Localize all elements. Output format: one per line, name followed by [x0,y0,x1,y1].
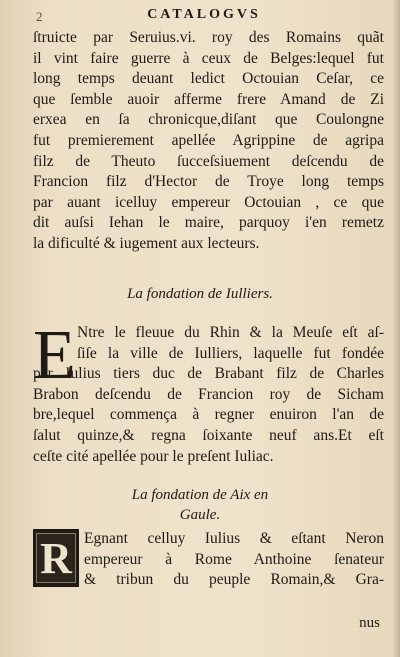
text-line: fut premierement apellée Agrippine de agripa [33,131,384,149]
text-line: empereur à Rome Anthoine ſenateur [84,550,384,568]
text-line: Brabon deſcendu de Francion roy de Sicham [33,385,384,403]
text-line: ſiſe la ville de Iulliers, laquelle fut fondée [77,344,384,362]
section-heading-iulliers: La fondation de Iulliers. [127,286,273,302]
text-line: il vint faire guerre à ceux de Belges:lequel fut [33,49,384,67]
text-line: par Iulius tiers duc de Brabant filz de Charles [33,365,384,383]
text-line: ceſte cité apellée pour le preſent Iuliac. [33,447,274,465]
catchword: nus [359,615,380,631]
page-edge-shadow [392,0,400,657]
text-line: & tribun du peuple Romain,& Gra- [84,571,384,589]
drop-cap-r [33,529,79,587]
text-line: bre,lequel commença à regner enuiron l'an de [33,406,384,424]
text-line: ſtruicte par Seruius.vi. roy des Romains quãt [33,29,384,46]
section-heading-aix-line2: Gaule. [179,507,221,523]
text-line: ſalut quinze,& regna ſoixante neuf ans.Et eſt [33,426,384,444]
text-line: Francion filz d'Hector de Troye long temps [33,173,384,191]
text-line: filz de Theuto ſucceſsiuement deſcendu de [33,152,384,170]
text-line: Egnant celluy Iulius & eſtant Neron [84,530,384,547]
text-line: la dificulté & iugement aux lecteurs. [33,234,260,252]
section-heading-aix-line1: La fondation de Aix en [131,487,269,503]
text-line: Ntre le fleuue du Rhin & la Meuſe eſt aſ- [77,324,384,341]
drop-cap-r-letter: R [36,533,76,583]
text-line: erxea en ſa chronicque,diſant que Coulongne [33,111,384,129]
paragraph-1 [33,28,384,255]
text-line: que ſemble auoir afferme frere Amand de Zi [33,90,384,108]
page-number: 2 [36,9,43,24]
text-line: dit auſsi Iehan le maire, parquoy i'en remetz [33,214,384,232]
running-head: CATALOGVS [147,7,261,22]
page-header [28,4,380,26]
paragraph-2 [33,317,384,467]
paragraph-3 [84,529,384,591]
drop-cap-e: E [33,317,76,394]
text-line: long temps deuant ledict Octouian Ceſar, ce [33,70,384,88]
text-line: par auant icelluy empereur Octouian , ce que [33,193,384,211]
